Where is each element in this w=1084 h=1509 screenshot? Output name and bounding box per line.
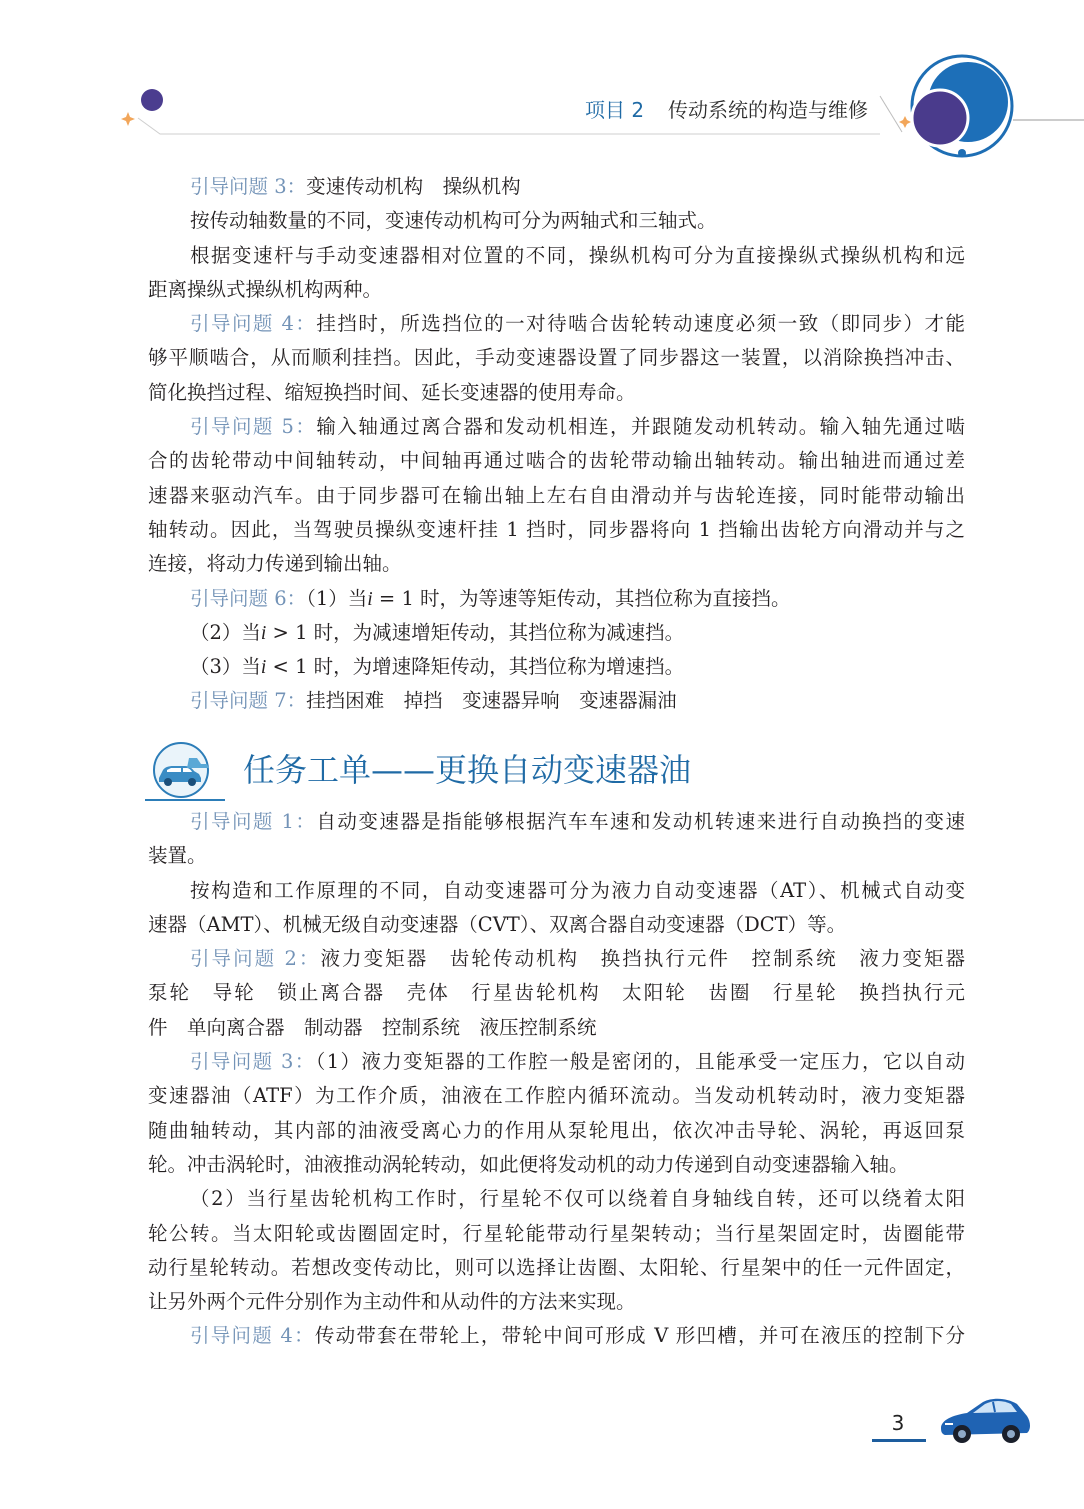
page-number-rule <box>872 1439 926 1442</box>
text-line <box>148 1148 965 1182</box>
guide-question-label: 引导问题 4： <box>190 312 317 336</box>
text-line <box>148 582 965 616</box>
paragraph <box>148 805 965 874</box>
guide-question-label: 引导问题 7： <box>190 689 307 713</box>
line-text: 泵轮 导轮 锁止离合器 壳体 行星齿轮机构 太阳轮 齿圈 行星轮 换挡执行元 <box>148 981 965 1005</box>
line-text: 速器（AMT）、机械无级自动变速器（CVT）、双离合器自动变速器（DCT）等。 <box>148 912 847 936</box>
line-text: 件 单向离合器 制动器 控制系统 液压控制系统 <box>148 1015 597 1039</box>
section-title: 任务工单——更换自动变速器油 <box>243 751 692 789</box>
line-text: 够平顺啮合，从而顺利挂挡。因此，手动变速器设置了同步器这一装置，以消除换挡冲击、 <box>148 346 965 370</box>
line-text: 随曲轴转动，其内部的油液受离心力的作用从泵轮甩出，依次冲击导轮、涡轮，再返回泵 <box>148 1118 965 1142</box>
line-text: 合的齿轮带动中间轴转动，中间轴再通过啮合的齿轮带动输出轴转动。输出轴进而通过差 <box>148 449 965 473</box>
line-text: （2）当 <box>190 620 261 644</box>
paragraph <box>148 204 965 238</box>
text-line <box>148 616 965 650</box>
line-text: 速器来驱动汽车。由于同步器可在输出轴上左右自由滑动并与齿轮连接，同时能带动输出 <box>148 483 965 507</box>
sparkle-icon <box>121 112 135 126</box>
line-text: 轮公转。当太阳轮或齿圈固定时，行星轮能带动行星架转动；当行星架固定时，齿圈能带 <box>148 1221 965 1245</box>
text-line <box>148 170 965 204</box>
line-text: 装置。 <box>148 844 207 868</box>
guide-question-label: 引导问题 3： <box>190 175 307 198</box>
line-text: 动行星轮转动。若想改变传动比，则可以选择让齿圈、太阳轮、行星架中的任一元件固定， <box>148 1255 965 1279</box>
math-variable: i <box>367 588 373 610</box>
math-variable: i <box>260 657 267 679</box>
car-service-icon <box>145 738 235 808</box>
paragraph <box>148 1319 965 1353</box>
text-line <box>148 376 965 410</box>
line-text: 让另外两个元件分别作为主动件和从动件的方法来实现。 <box>148 1290 636 1314</box>
paragraph <box>148 1045 965 1182</box>
line-text: 距离操纵式操纵机构两种。 <box>148 277 383 301</box>
line-text: = 1 时，为等速等矩传动，其挡位称为直接挡。 <box>372 586 791 610</box>
text-line <box>148 1251 965 1285</box>
guide-question-label: 引导问题 1： <box>190 810 317 833</box>
line-text: 挂挡时，所选挡位的一对待啮合齿轮转动速度必须一致（即同步）才能 <box>316 312 965 336</box>
line-text: 按构造和工作原理的不同，自动变速器可分为液力自动变速器（AT）、机械式自动变 <box>190 878 965 902</box>
header-project-number: 项目 2 <box>585 98 645 122</box>
paragraph <box>148 239 965 308</box>
text-line <box>148 273 965 307</box>
paragraph <box>148 874 965 943</box>
paragraph <box>148 582 965 616</box>
line-text: （1）液力变矩器的工作腔一般是密闭的，且能承受一定压力，它以自动 <box>315 1050 965 1074</box>
line-text: 根据变速杆与手动变速器相对位置的不同，操纵机构可分为直接操纵式操纵机构和远 <box>190 243 965 267</box>
sports-car-icon <box>935 1388 1035 1450</box>
text-line <box>148 1011 965 1045</box>
line-text: 挂挡困难 掉挡 变速器异响 变速器漏油 <box>306 689 677 713</box>
text-line <box>148 1079 965 1113</box>
text-line <box>148 479 965 513</box>
purple-dot-icon <box>141 89 163 111</box>
text-line <box>148 684 965 718</box>
text-line <box>148 976 965 1010</box>
line-text: 液力变矩器 齿轮传动机构 换挡执行元件 控制系统 液力变矩器 <box>320 947 965 971</box>
text-line <box>148 513 965 547</box>
paragraph <box>148 684 965 718</box>
text-line <box>148 1285 965 1319</box>
line-text: 变速器油（ATF）为工作介质，油液在工作腔内循环流动。当发动机转动时，液力变矩器 <box>148 1084 965 1108</box>
text-line <box>148 341 965 375</box>
paragraph <box>148 410 965 581</box>
line-text: 输入轴通过离合器和发动机相连，并跟随发动机转动。输入轴先通过啮 <box>316 415 965 439</box>
guide-question-label: 引导问题 5： <box>190 415 317 439</box>
text-line <box>148 239 965 273</box>
line-text: 变速传动机构 操纵机构 <box>306 175 521 198</box>
blue-circle-icon <box>928 62 1008 142</box>
line-text: 简化换挡过程、缩短换挡时间、延长变速器的使用寿命。 <box>148 380 636 404</box>
text-line <box>148 1045 965 1079</box>
paragraph <box>148 307 965 410</box>
blue-dot-icon <box>958 149 966 157</box>
purple-circle-icon <box>912 90 968 146</box>
guide-question-label: 引导问题 2： <box>190 947 321 971</box>
paragraph <box>148 942 965 1045</box>
text-line <box>148 1217 965 1251</box>
text-line <box>148 204 965 238</box>
guide-question-label: 引导问题 6： <box>190 586 307 610</box>
text-line <box>148 874 965 908</box>
text-block-upper <box>148 170 965 719</box>
line-text: 连接，将动力传递到输出轴。 <box>148 552 402 576</box>
ring-icon <box>912 56 1012 156</box>
text-line <box>148 1319 965 1353</box>
guide-question-label: 引导问题 4： <box>190 1324 315 1348</box>
line-text: 传动带套在带轮上，带轮中间可形成 V 形凹槽，并可在液压的控制下分 <box>314 1324 965 1348</box>
text-line <box>148 942 965 976</box>
paragraph <box>148 170 965 204</box>
math-variable: i <box>260 622 267 644</box>
text-line <box>148 908 965 942</box>
line-text: < 1 时，为增速降矩传动，其挡位称为增速挡。 <box>266 655 685 679</box>
header-chapter-title: 传动系统的构造与维修 <box>668 98 868 122</box>
text-line <box>148 650 965 684</box>
text-block-lower <box>148 805 965 1354</box>
line-text: （2）当行星齿轮机构工作时，行星轮不仅可以绕着自身轴线自转，还可以绕着太阳 <box>190 1187 965 1211</box>
line-text: 轴转动。因此，当驾驶员操纵变速杆挂 1 挡时，同步器将向 1 挡输出齿轮方向滑动并与之 <box>148 517 965 541</box>
text-line <box>148 1114 965 1148</box>
text-line <box>148 307 965 341</box>
sparkle-icon <box>899 116 911 128</box>
line-text: > 1 时，为减速增矩传动，其挡位称为减速挡。 <box>266 620 685 644</box>
paragraph <box>148 650 965 684</box>
text-line <box>148 410 965 444</box>
paragraph <box>148 616 965 650</box>
text-line <box>148 1182 965 1216</box>
text-line <box>148 839 965 873</box>
page-number: 3 <box>891 1411 905 1435</box>
line-text: 按传动轴数量的不同，变速传动机构可分为两轴式和三轴式。 <box>190 209 717 233</box>
text-line <box>148 805 965 839</box>
line-text: 轮。冲击涡轮时，油液推动涡轮转动，如此便将发动机的动力传递到自动变速器输入轴。 <box>148 1152 909 1176</box>
line-text: （3）当 <box>190 655 261 679</box>
text-line <box>148 444 965 478</box>
header-slant <box>880 96 902 132</box>
text-line <box>148 547 965 581</box>
guide-question-label: 引导问题 3： <box>190 1050 316 1074</box>
line-text: （1）当 <box>306 586 368 610</box>
line-text: 自动变速器是指能够根据汽车车速和发动机转速来进行自动换挡的变速 <box>316 810 965 833</box>
paragraph <box>148 1182 965 1319</box>
